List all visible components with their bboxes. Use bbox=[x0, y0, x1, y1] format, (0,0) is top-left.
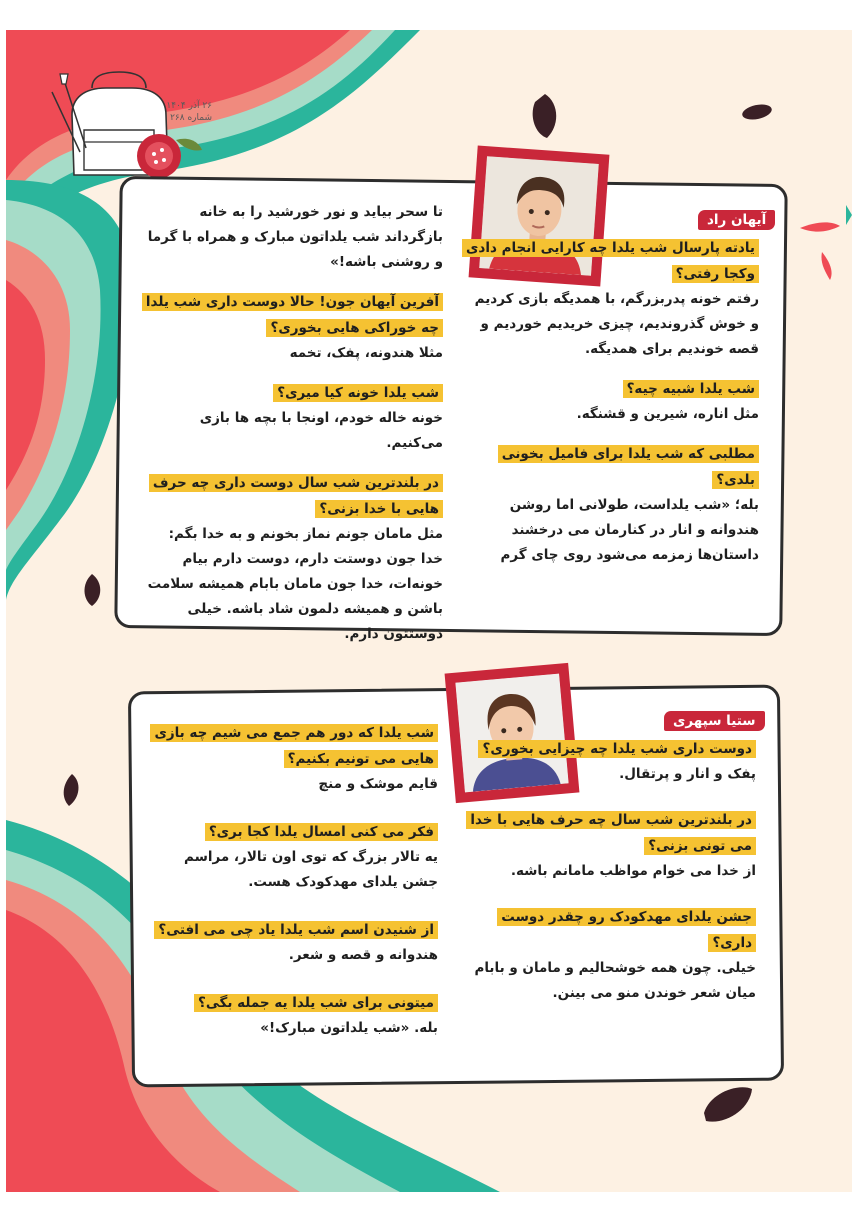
interview2-right-column bbox=[466, 736, 756, 1020]
interview1-left-column bbox=[143, 200, 443, 661]
answer-text: مثلا هندونه، پفک، تخمه bbox=[289, 345, 443, 361]
qa-item bbox=[143, 200, 443, 275]
answer-text: تا سحر بیاید و نور خورشید را به خانه بازگرداند شب یلداتون مبارک و همراه با گرما و روشنی باشه!» bbox=[147, 204, 443, 270]
question-text: شب یلدا که دور هم جمع می شیم چه بازی هایی می تونیم بکنیم؟ bbox=[150, 724, 438, 768]
answer-text: مثل مامان جونم نماز بخونم و به خدا بگم: خدا جون دوستت دارم، دوست دارم بیام خونه‌ات، خدا جون مامان بابام همیشه سلامت باشن و همیشه دلمون شاد باشه. خیلی دوستتون دارم. bbox=[147, 526, 443, 642]
question-text: میتونی برای شب یلدا یه جمله بگی؟ bbox=[194, 994, 438, 1012]
interviewee-name-badge: ستیا سپهری bbox=[664, 711, 765, 731]
qa-item bbox=[143, 380, 443, 456]
interview1-right-column bbox=[463, 235, 759, 582]
answer-text: از خدا می خوام مواظب مامانم باشه. bbox=[510, 863, 756, 879]
qa-item bbox=[466, 904, 756, 1006]
question-text: مطلبی که شب یلدا برای فامیل بخونی بلدی؟ bbox=[498, 445, 759, 489]
qa-item bbox=[463, 376, 759, 427]
question-text: یادته پارسال شب یلدا چه کارایی انجام دادی وکجا رفتی؟ bbox=[462, 239, 759, 283]
answer-text: هندوانه و قصه و شعر. bbox=[288, 947, 438, 963]
issue-info bbox=[142, 100, 212, 124]
watermelon-seed-icon bbox=[740, 102, 774, 122]
qa-item bbox=[143, 289, 443, 366]
question-text: شب یلدا شبیه چیه؟ bbox=[623, 380, 759, 398]
qa-item bbox=[466, 807, 756, 884]
interview2-left-column bbox=[150, 720, 438, 1055]
question-text: شب یلدا خونه کیا میری؟ bbox=[273, 384, 443, 402]
interviewee-name-badge: آیهان راد bbox=[698, 210, 775, 230]
watermelon-seed-icon bbox=[525, 92, 565, 142]
qa-item bbox=[463, 441, 759, 568]
answer-text: مثل اناره، شیرین و قشنگه. bbox=[576, 406, 759, 422]
issue-date: ۲۶ آذر ۱۴۰۴ bbox=[166, 101, 212, 111]
question-text: در بلندترین شب سال دوست داری چه حرف هایی با خدا بزنی؟ bbox=[149, 474, 443, 518]
answer-text: قایم موشک و منچ bbox=[318, 776, 438, 792]
watermelon-seed-icon bbox=[77, 572, 107, 608]
question-text: در بلندترین شب سال چه حرف هایی با خدا می تونی بزنی؟ bbox=[466, 811, 756, 855]
qa-item bbox=[150, 819, 438, 895]
answer-text: بله؛ «شب یلداست، طولانی اما روشن هندوانه و انار در کنارمان می درخشند داستان‌ها زمزمه می‌شود روی چای گرم bbox=[500, 497, 759, 563]
question-text: از شنیدن اسم شب یلدا یاد چی می افتی؟ bbox=[154, 921, 438, 939]
watermelon-seed-icon bbox=[56, 772, 86, 808]
question-text: جشن یلدای مهدکودک رو چقدر دوست داری؟ bbox=[497, 908, 756, 952]
watermelon-seed-icon bbox=[700, 1083, 756, 1127]
answer-text: خیلی. چون همه خوشحالیم و مامان و بابام میان شعر خوندن منو می بینن. bbox=[474, 960, 756, 1001]
backpack-logo-icon bbox=[44, 70, 214, 185]
question-text: دوست داری شب یلدا چه چیزایی بخوری؟ bbox=[478, 740, 756, 758]
qa-item bbox=[463, 235, 759, 362]
qa-item bbox=[150, 917, 438, 968]
qa-item bbox=[150, 720, 438, 797]
question-text: آفرین آیهان جون! حالا دوست داری شب یلدا چه خوراکی هایی بخوری؟ bbox=[142, 293, 443, 337]
answer-text: پفک و انار و پرتقال. bbox=[619, 766, 756, 782]
question-text: فکر می کنی امسال یلدا کجا بری؟ bbox=[205, 823, 438, 841]
qa-item bbox=[150, 990, 438, 1041]
answer-text: خونه خاله خودم، اونجا با بچه ها بازی می‌کنیم. bbox=[199, 410, 443, 451]
answer-text: یه تالار بزرگ که توی اون تالار، مراسم جشن یلدای مهدکودک هست. bbox=[183, 849, 438, 890]
answer-text: بله. «شب یلداتون مبارک!» bbox=[260, 1020, 438, 1036]
answer-text: رفتم خونه پدربزرگم، با همدیگه بازی کردیم و خوش گذروندیم، چیزی خریدیم خوردیم و قصه خوندیم برای همدیگه. bbox=[474, 291, 759, 357]
qa-item bbox=[143, 470, 443, 647]
qa-item bbox=[466, 736, 756, 787]
issue-number: شماره ۲۶۸ bbox=[170, 113, 212, 123]
